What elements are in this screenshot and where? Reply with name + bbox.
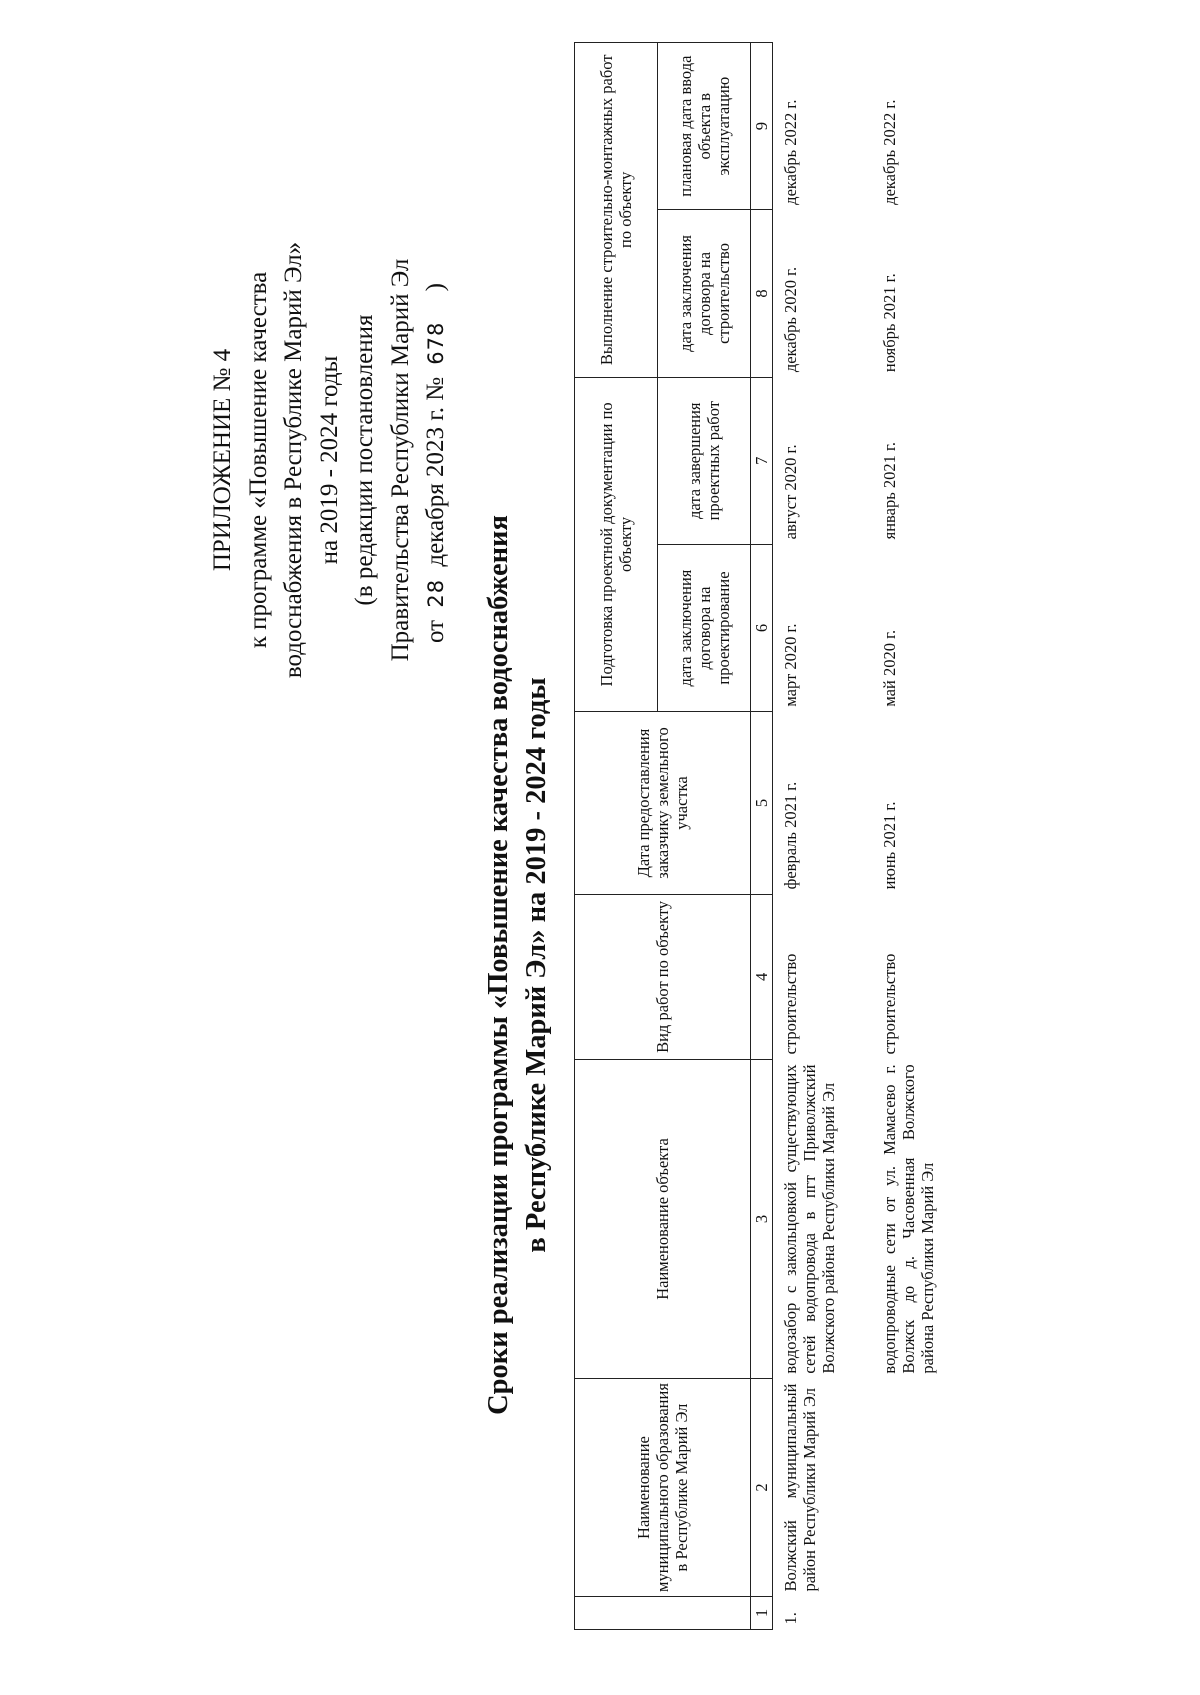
commissioning-cell: декабрь 2022 г.: [880, 99, 899, 205]
appendix-line: водоснабжения в Республике Марий Эл»: [280, 241, 307, 679]
column-number: 3: [751, 1059, 773, 1378]
design-contract-cell: май 2020 г.: [880, 629, 899, 707]
design-contract-cell: март 2020 г.: [781, 623, 800, 707]
column-number: 8: [751, 210, 773, 377]
work-type-cell: строительство: [880, 953, 899, 1055]
header-design-contract: дата заключения договора на проектирование: [658, 544, 751, 711]
appendix-line: (в редакции постановления: [351, 314, 378, 606]
table-row: [773, 43, 845, 1630]
header-num-cell: [575, 1596, 751, 1629]
construction-contract-cell: ноябрь 2021 г.: [880, 273, 899, 373]
appendix-line: к программе «Повышение качества: [244, 271, 272, 649]
column-number: 2: [751, 1379, 773, 1597]
header-commissioning: плановая дата ввода объекта в эксплуатацию: [658, 43, 751, 210]
resolution-number: 678: [424, 321, 448, 365]
column-number: 6: [751, 544, 773, 711]
object-cell: водопроводные сети от ул. Мамасево г. Волжск до д. Часовенная Волжского района Республики Марий Эл: [880, 1064, 937, 1374]
header-municipality: Наименование муниципального образования в Республике Марий Эл: [575, 1379, 751, 1597]
work-type-cell: строительство: [781, 953, 800, 1055]
date-close-paren: ): [422, 283, 449, 292]
appendix-header: [205, 225, 455, 695]
header-work-type: Вид работ по объекту: [575, 894, 751, 1059]
column-number: 7: [751, 377, 773, 544]
appendix-line: на 2019 - 2024 годы: [315, 355, 343, 565]
table-row: [844, 43, 943, 1630]
date-month-year: декабря 2023 г. №: [422, 376, 449, 567]
title-line-2: в Республике Марий Эл» на 2019 - 2024 годы: [521, 677, 552, 1253]
header-land-date: Дата предоставления заказчику земельного участка: [575, 712, 751, 895]
column-number: 4: [751, 894, 773, 1059]
design-finish-cell: август 2020 г.: [781, 444, 800, 540]
construction-contract-cell: декабрь 2020 г.: [781, 266, 800, 373]
column-number: 1: [751, 1596, 773, 1629]
document-title: [480, 335, 556, 1595]
appendix-line: Правительства Республики Марий Эл: [386, 258, 414, 662]
schedule-table: [574, 42, 943, 1630]
design-finish-cell: январь 2021 г.: [880, 442, 899, 540]
header-construction-contract: дата заключения договора на строительство: [658, 210, 751, 377]
object-cell: водозабор с закольцовкой существующих сетей водопровода в пгт Приволжский Волжского района Республики Марий Эл: [781, 1064, 838, 1374]
resolution-date-line: [418, 225, 455, 695]
header-object: Наименование объекта: [575, 1059, 751, 1378]
column-number-row: [751, 43, 773, 1630]
header-construction-group: Выполнение строительно-монтажных работ по объекту: [575, 43, 658, 378]
date-day: 28: [424, 578, 448, 608]
land-date-cell: июнь 2021 г.: [880, 801, 899, 890]
title-line-1: Сроки реализации программы «Повышение качества водоснабжения: [483, 515, 514, 1415]
land-date-cell: февраль 2021 г.: [781, 781, 800, 890]
row-number: [844, 1596, 943, 1629]
header-design-group: Подготовка проектной документации по объекту: [575, 377, 658, 712]
commissioning-cell: декабрь 2022 г.: [781, 99, 800, 205]
column-number: 5: [751, 712, 773, 895]
header-design-finish: дата завершения проектных работ: [658, 377, 751, 544]
appendix-line: ПРИЛОЖЕНИЕ № 4: [209, 348, 236, 572]
municipality-cell: [844, 1379, 943, 1597]
municipality-cell: Волжский муниципальный район Республики Марий Эл: [781, 1383, 819, 1592]
row-number: 1.: [781, 1612, 800, 1625]
column-number: 9: [751, 43, 773, 210]
date-prefix: от: [422, 619, 449, 643]
